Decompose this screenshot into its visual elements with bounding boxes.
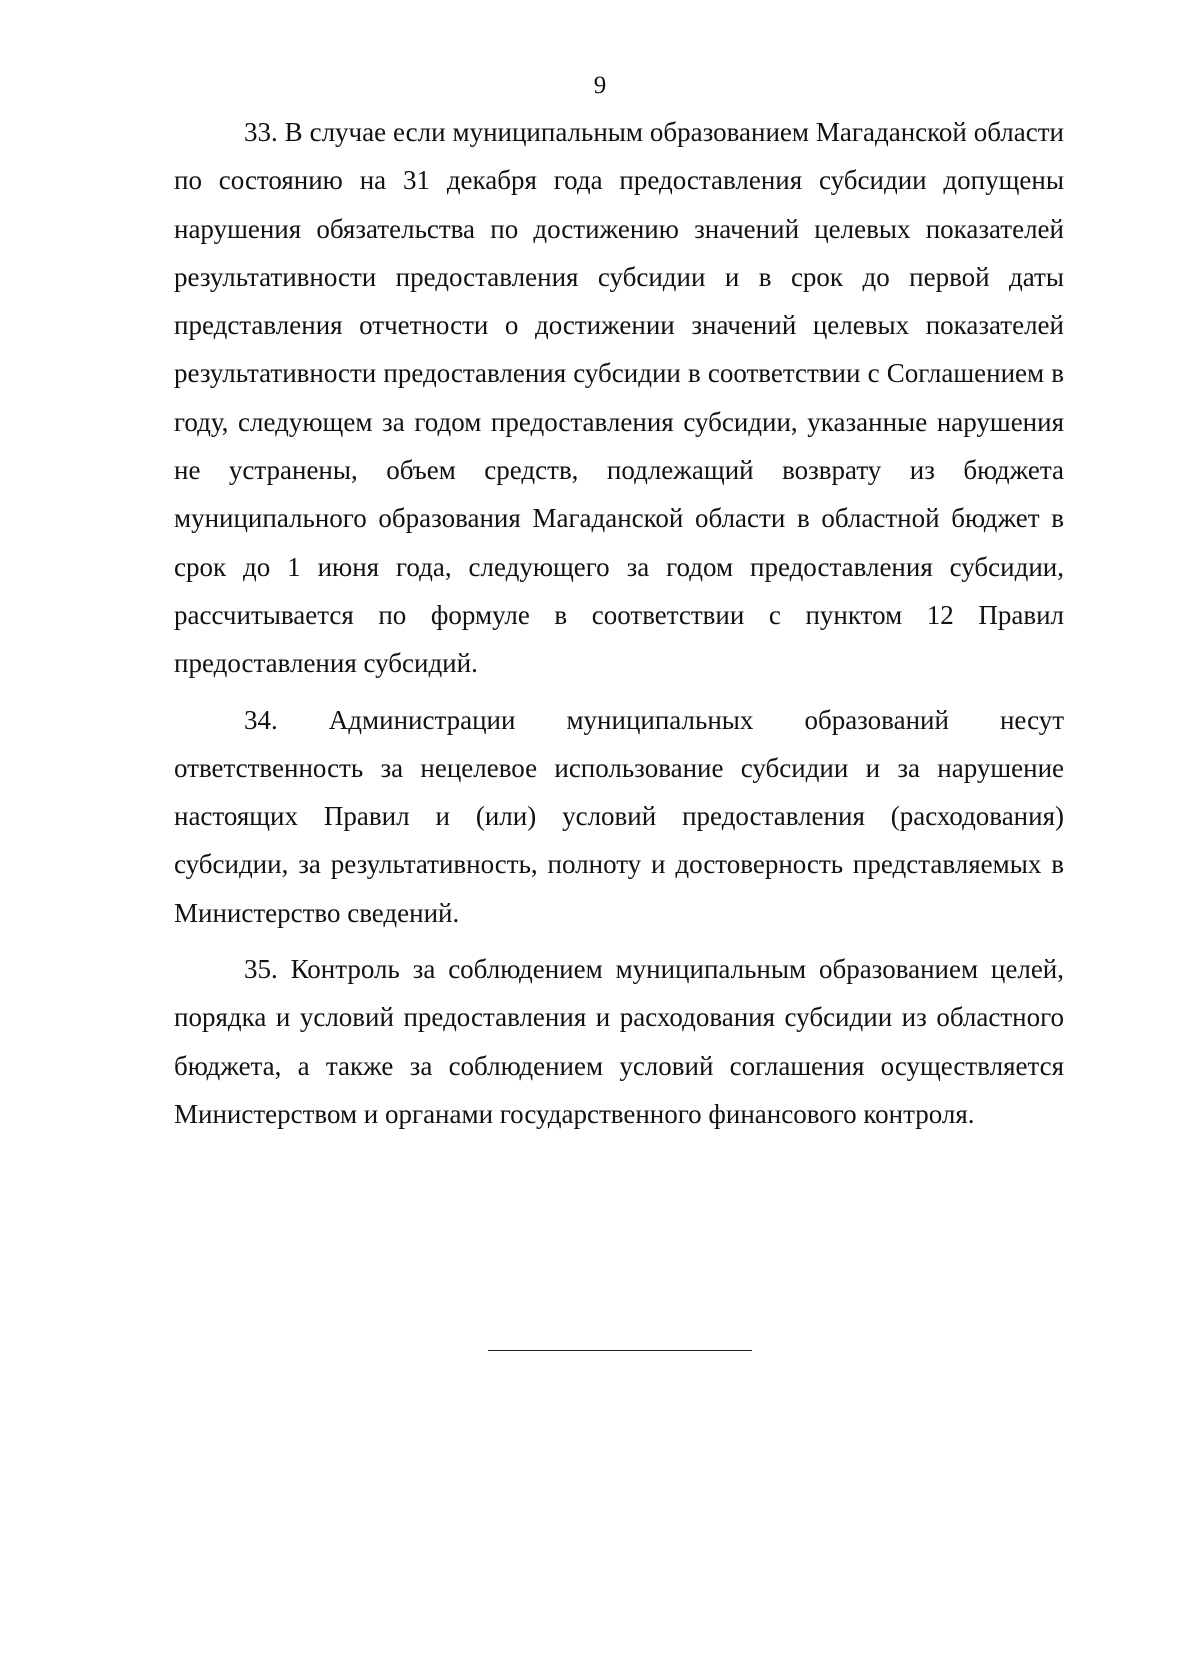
- page-number: 9: [593, 72, 607, 99]
- document-body: [174, 108, 1064, 1146]
- paragraph-34: 34. Администрации муниципальных образований несут ответственность за нецелевое использование субсидии и за нарушение настоящих Правил и (или) условий предоставления (расходования) субсидии, за результативность, полноту и достоверность представляемых в Министерство сведений.: [174, 704, 1064, 928]
- paragraph-33: 33. В случае если муниципальным образованием Магаданской области по состоянию на 31 декабря года предоставления субсидии допущены нарушения обязательства по достижению значений целевых показателей результативности предоставления субсидии и в срок до первой даты представления отчетности о достижении значений целевых показателей результативности предоставления субсидии в соответствии с Соглашением в году, следующем за годом предоставления субсидии, указанные нарушения не устранены, объем средств, подлежащий возврату из бюджета муниципального образования Магаданской области в областной бюджет в срок до 1 июня года, следующего за годом предоставления субсидии, рассчитывается по формуле в соответствии с пунктом 12 Правил предоставления субсидий.: [174, 117, 1064, 679]
- paragraph-35: 35. Контроль за соблюдением муниципальным образованием целей, порядка и условий предоставления и расходования субсидии из областного бюджета, а также за соблюдением условий соглашения осуществляется Министерством и органами государственного финансового контроля.: [174, 954, 1064, 1129]
- end-separator-line: [488, 1350, 752, 1351]
